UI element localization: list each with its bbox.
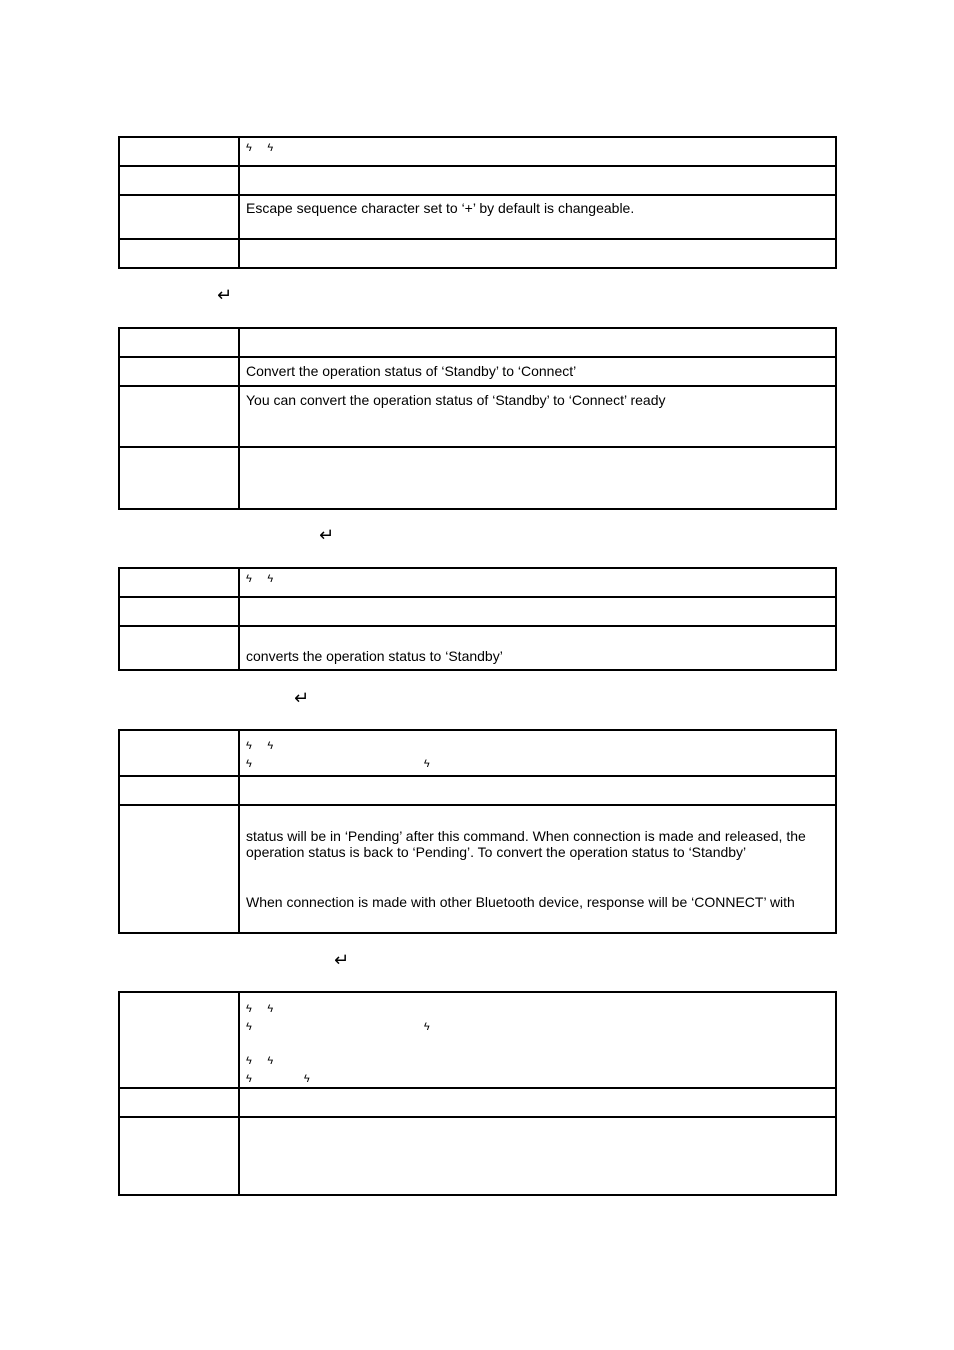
description-text: Escape sequence character set to ‘+’ by default is changeable. [246,200,635,216]
label-cell [119,992,239,1088]
syntax-line [246,1069,829,1087]
value-cell [239,328,836,357]
syntax-cell [239,568,836,597]
response-symbol-icon: ϟ [246,758,252,770]
label-cell [119,137,239,166]
description-text: status will be in ‘Pending’ after this command. When connection is made and released, the [246,828,806,844]
response-symbol-icon: ϟ [267,1055,274,1067]
response-symbol-icon: ϟ [267,142,274,154]
description-text: operation status is back to ‘Pending’. To convert the operation status to ‘Standby’ [246,844,747,860]
command-table-4 [118,729,837,934]
response-symbol-icon: ϟ [246,1021,252,1033]
command-table-1 [118,136,837,269]
command-table-3 [118,567,837,671]
label-cell [119,597,239,626]
response-symbol-icon: ϟ [246,1003,252,1015]
syntax-line [246,754,829,772]
value-cell [239,447,836,509]
description-text: Convert the operation status of ‘Standby’ to ‘Connect’ [246,363,577,379]
syntax-cell [239,137,836,166]
value-cell [239,166,836,195]
description-cell [239,805,836,933]
label-cell [119,328,239,357]
label-cell [119,1088,239,1117]
label-cell [119,447,239,509]
command-table-2 [118,327,837,510]
label-cell [119,776,239,805]
response-symbol-icon: ϟ [423,1021,430,1033]
enter-key-icon: ↵ [319,525,335,546]
description-cell [239,357,836,386]
response-symbol-icon: ϟ [246,740,252,752]
syntax-cell [239,992,836,1088]
syntax-line [246,1051,829,1069]
label-cell [119,568,239,597]
syntax-cell [239,730,836,776]
value-cell [239,776,836,805]
description-cell [239,386,836,447]
label-cell [119,357,239,386]
label-cell [119,239,239,268]
label-cell [119,195,239,239]
response-symbol-icon: ϟ [423,758,430,770]
label-cell [119,386,239,447]
response-symbol-icon: ϟ [267,573,274,585]
enter-key-icon: ↵ [217,285,233,306]
syntax-line [246,736,829,754]
response-symbol-icon: ϟ [246,1055,252,1067]
syntax-line [246,999,829,1017]
value-cell [239,1088,836,1117]
value-cell [239,239,836,268]
command-table-5 [118,991,837,1196]
description-text: converts the operation status to ‘Standby’ [246,648,503,664]
description-cell [239,195,836,239]
value-cell [239,597,836,626]
response-symbol-icon: ϟ [246,573,252,585]
label-cell [119,1117,239,1195]
label-cell [119,166,239,195]
description-text: You can convert the operation status of ‘Standby’ to ‘Connect’ ready [246,392,666,408]
response-symbol-icon: ϟ [303,1073,310,1085]
label-cell [119,626,239,670]
response-symbol-icon: ϟ [246,1073,252,1085]
response-symbol-icon: ϟ [246,142,252,154]
enter-key-icon: ↵ [334,950,350,971]
value-cell [239,1117,836,1195]
enter-key-icon: ↵ [294,688,310,709]
syntax-line [246,1017,829,1035]
label-cell [119,730,239,776]
description-text: When connection is made with other Bluetooth device, response will be ‘CONNECT’ with [246,894,795,910]
response-symbol-icon: ϟ [267,1003,274,1015]
description-cell [239,626,836,670]
response-symbol-icon: ϟ [267,740,274,752]
label-cell [119,805,239,933]
